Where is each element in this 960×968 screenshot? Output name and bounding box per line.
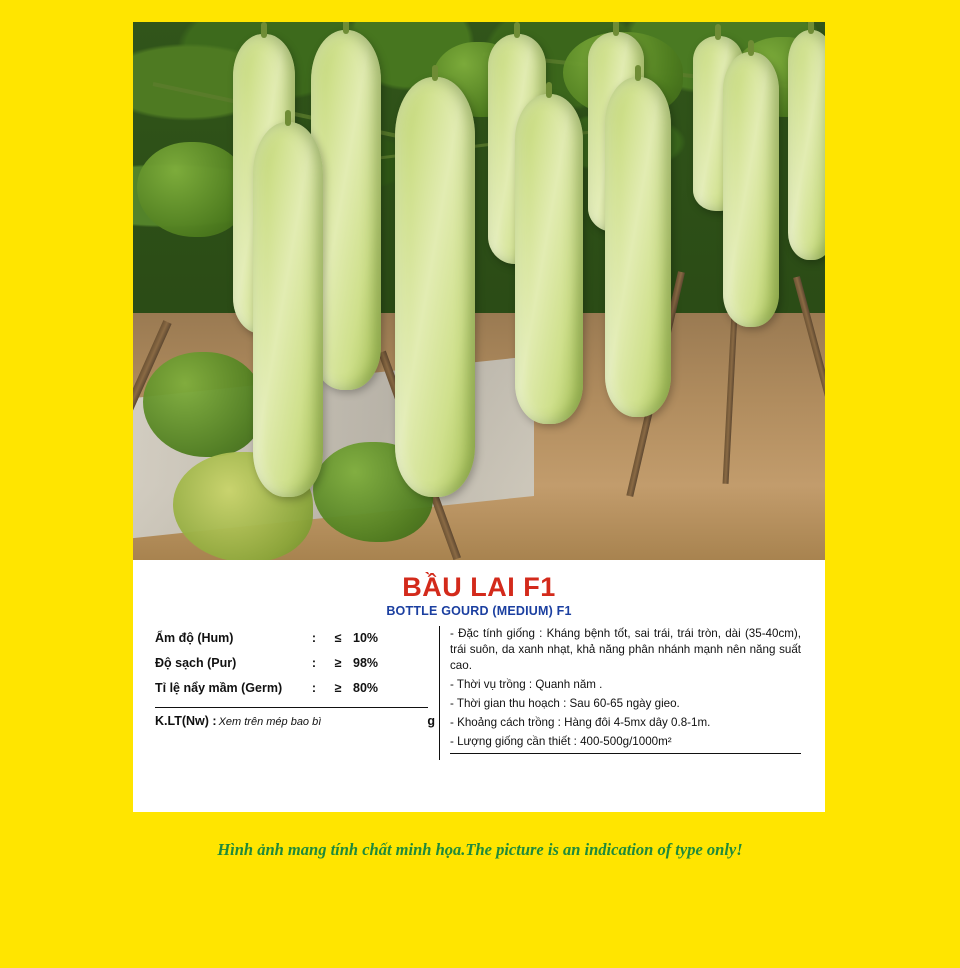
net-weight-unit: g <box>427 714 435 728</box>
spec-operator-humidity: ≤ <box>334 631 342 645</box>
specs-column <box>151 626 439 760</box>
spec-value-humidity: 10% <box>353 631 379 645</box>
leaf-1 <box>137 142 247 237</box>
gourd-6 <box>515 94 583 424</box>
feature-variety-traits: - Đặc tính giống : Kháng bệnh tốt, sai trái, trái tròn, dài (35-40cm), trái suôn, da xanh nhạt, khả năng phân nhánh mạnh nên năng suất cao. <box>450 627 801 672</box>
bottle-gourd-photo <box>133 22 825 560</box>
net-weight-label: K.LT(Nw) : <box>155 714 217 728</box>
gourd-11 <box>788 30 825 260</box>
table-row <box>155 626 439 651</box>
spec-operator-purity: ≥ <box>334 656 342 670</box>
spec-colon-humidity: : <box>311 631 317 645</box>
spec-label-purity: Độ sạch (Pur) <box>155 656 237 670</box>
label-columns <box>133 626 825 760</box>
table-row <box>155 651 439 676</box>
spec-colon-germination: : <box>311 681 317 695</box>
spec-operator-germination: ≥ <box>334 681 342 695</box>
table-row <box>155 676 439 701</box>
spec-label-humidity: Ẩm độ (Hum) <box>155 631 234 645</box>
gourd-3 <box>253 122 323 497</box>
spec-value-germination: 80% <box>353 681 379 695</box>
gourd-4 <box>395 77 475 497</box>
spec-value-purity: 98% <box>353 656 379 670</box>
gourd-10 <box>723 52 779 327</box>
features-column <box>439 626 807 760</box>
spec-colon-purity: : <box>311 656 317 670</box>
leaf-2 <box>143 352 263 457</box>
gourd-8 <box>605 77 671 417</box>
illustration-caption: Hình ảnh mang tính chất minh họa.The picture is an indication of type only! <box>217 840 743 859</box>
product-label-card <box>133 22 825 812</box>
feature-planting-season: - Thời vụ trồng : Quanh năm . <box>450 677 603 691</box>
spec-label-germination: Tỉ lệ nẩy mầm (Germ) <box>155 681 283 695</box>
spec-divider <box>155 707 428 708</box>
product-subtitle: BOTTLE GOURD (MEDIUM) F1 <box>386 604 572 618</box>
label-info-block <box>133 560 825 812</box>
net-weight-note: Xem trên mép bao bì <box>218 716 322 728</box>
feature-harvest-time: - Thời gian thu hoạch : Sau 60-65 ngày gieo. <box>450 696 680 710</box>
feature-seed-quantity: - Lượng giống cần thiết : 400-500g/1000m² <box>450 734 672 748</box>
product-title: BẦU LAI F1 <box>402 572 556 602</box>
feature-plant-spacing: - Khoảng cách trồng : Hàng đôi 4-5mx dây 0.8-1m. <box>450 715 711 729</box>
net-weight-row <box>155 714 439 728</box>
spec-table <box>155 626 439 701</box>
features-underline <box>450 753 801 754</box>
